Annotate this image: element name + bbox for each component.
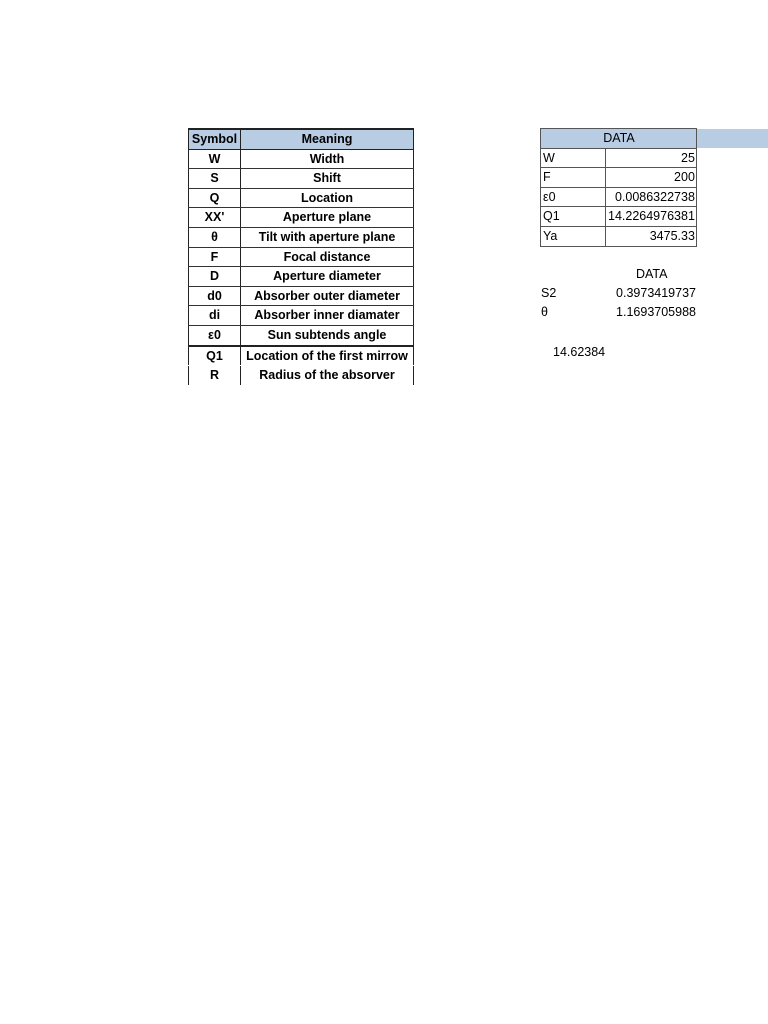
table-row bbox=[189, 208, 414, 228]
symbol-cell: ε0 bbox=[189, 325, 241, 345]
data-table-title: DATA bbox=[541, 129, 697, 149]
symbol-cell: S bbox=[189, 169, 241, 189]
symbol-cell: XX' bbox=[189, 208, 241, 228]
table-row bbox=[189, 169, 414, 189]
meaning-cell: Sun subtends angle bbox=[241, 325, 414, 345]
symbol-cell: R bbox=[189, 366, 241, 385]
data-label-cell[interactable]: W bbox=[541, 148, 606, 168]
meaning-cell: Location bbox=[241, 188, 414, 208]
table-row bbox=[189, 325, 414, 345]
meaning-cell: Radius of the absorver bbox=[241, 366, 414, 385]
header-fill-band bbox=[697, 129, 768, 148]
table-row bbox=[189, 346, 414, 366]
data-value-cell[interactable]: 200 bbox=[606, 168, 697, 188]
table-row bbox=[189, 286, 414, 306]
meaning-cell: Location of the first mirrow bbox=[241, 346, 414, 366]
table-row bbox=[189, 366, 414, 385]
table-row bbox=[189, 247, 414, 267]
symbol-cell: di bbox=[189, 306, 241, 326]
symbol-cell: F bbox=[189, 247, 241, 267]
data-value-cell[interactable]: 25 bbox=[606, 148, 697, 168]
table-row bbox=[541, 207, 697, 227]
data-table bbox=[540, 128, 697, 247]
s2-label[interactable]: S2 bbox=[541, 286, 557, 300]
meaning-cell: Width bbox=[241, 149, 414, 169]
symbol-meaning-table bbox=[188, 128, 414, 385]
meaning-cell: Aperture diameter bbox=[241, 267, 414, 287]
symbol-cell: Q bbox=[189, 188, 241, 208]
meaning-cell: Absorber outer diameter bbox=[241, 286, 414, 306]
table-row bbox=[189, 306, 414, 326]
meaning-cell: Aperture plane bbox=[241, 208, 414, 228]
symbol-table-header-row bbox=[189, 129, 414, 149]
theta-label[interactable]: θ bbox=[541, 305, 548, 319]
table-row bbox=[189, 227, 414, 247]
table-row bbox=[541, 187, 697, 207]
symbol-cell: W bbox=[189, 149, 241, 169]
table-row bbox=[189, 188, 414, 208]
symbol-cell: θ bbox=[189, 227, 241, 247]
meaning-cell: Focal distance bbox=[241, 247, 414, 267]
table-row bbox=[541, 168, 697, 188]
table-row bbox=[189, 267, 414, 287]
data-value-cell[interactable]: 14.2264976381 bbox=[606, 207, 697, 227]
symbol-cell: Q1 bbox=[189, 346, 241, 366]
table-row bbox=[541, 148, 697, 168]
data-table-header-row bbox=[541, 129, 697, 149]
table-row bbox=[189, 149, 414, 169]
data-block-2-title: DATA bbox=[636, 267, 668, 281]
meaning-cell: Absorber inner diamater bbox=[241, 306, 414, 326]
data-label-cell[interactable]: Ya bbox=[541, 226, 606, 246]
s2-value[interactable]: 0.3973419737 bbox=[616, 286, 696, 300]
data-label-cell[interactable]: ε0 bbox=[541, 187, 606, 207]
data-label-cell[interactable]: Q1 bbox=[541, 207, 606, 227]
meaning-cell: Shift bbox=[241, 169, 414, 189]
meaning-cell: Tilt with aperture plane bbox=[241, 227, 414, 247]
table-row bbox=[541, 226, 697, 246]
meaning-column-header: Meaning bbox=[241, 129, 414, 149]
data-value-cell[interactable]: 3475.33 bbox=[606, 226, 697, 246]
theta-value[interactable]: 1.1693705988 bbox=[616, 305, 696, 319]
data-value-cell[interactable]: 0.0086322738 bbox=[606, 187, 697, 207]
extra-value[interactable]: 14.62384 bbox=[553, 345, 606, 359]
symbol-cell: D bbox=[189, 267, 241, 287]
symbol-cell: d0 bbox=[189, 286, 241, 306]
data-label-cell[interactable]: F bbox=[541, 168, 606, 188]
symbol-column-header: Symbol bbox=[189, 129, 241, 149]
